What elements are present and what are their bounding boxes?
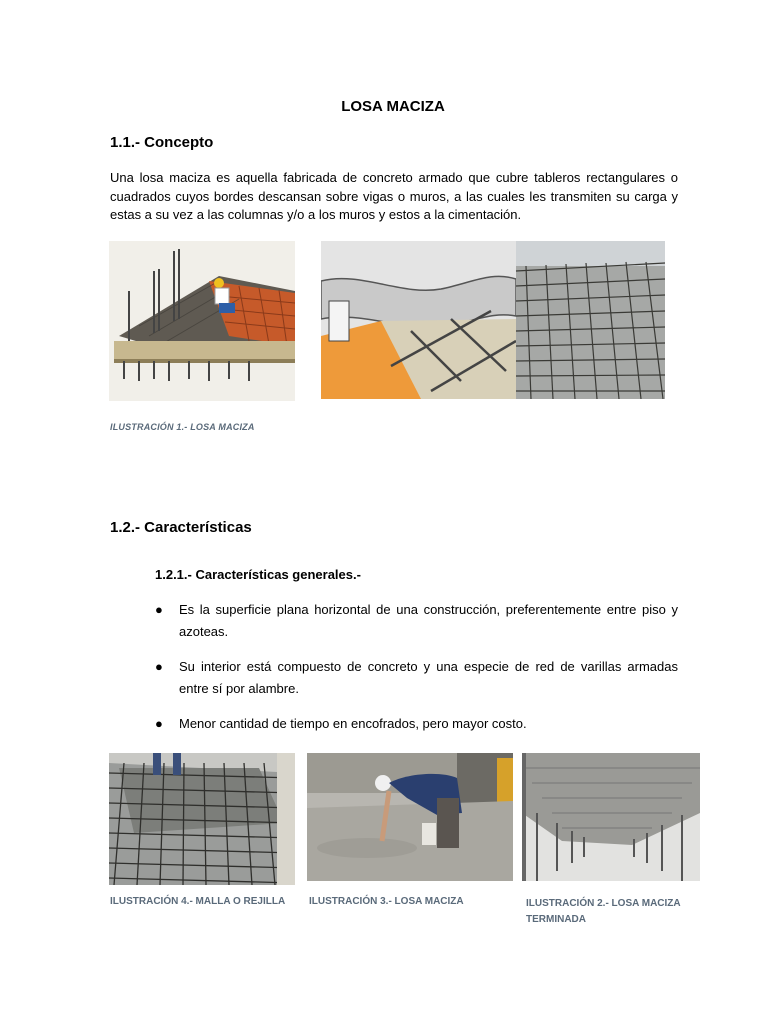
figure-caption-4: ILUSTRACIÓN 4.- MALLA O REJILLA bbox=[110, 896, 286, 907]
section-heading-concepto: 1.1.- Concepto bbox=[110, 134, 214, 151]
concepto-paragraph: Una losa maciza es aquella fabricada de concreto armado que cubre tableros rectangulares o cuadrados cuyos bordes descansan sobre vigas o muros, a las cuales les transmiten su carga y estas a su vez a las columnas y/o a los muros y estos a la cimentación. bbox=[110, 170, 678, 222]
figure-caption-1: ILUSTRACIÓN 1.- LOSA MACIZA bbox=[110, 422, 255, 432]
bullet-dot: ● bbox=[155, 716, 163, 731]
slab-section-and-mesh-illustration bbox=[321, 241, 665, 399]
rebar-mesh-photo bbox=[109, 753, 295, 885]
subsection-heading-caracteristicas-generales: 1.2.1.- Características generales.- bbox=[155, 567, 361, 582]
section-heading-caracteristicas: 1.2.- Características bbox=[110, 519, 252, 536]
document-title: LOSA MACIZA bbox=[341, 98, 445, 115]
finished-slab-photo bbox=[522, 753, 700, 881]
bullet-item-2 bbox=[155, 656, 678, 700]
bullet-text: Menor cantidad de tiempo en encofrados, pero mayor costo. bbox=[179, 716, 527, 731]
bullet-item-1 bbox=[155, 599, 678, 643]
slab-construction-illustration bbox=[109, 241, 295, 401]
worker-concrete-photo bbox=[307, 753, 513, 881]
bullet-item-3 bbox=[155, 713, 678, 735]
figure-caption-2: ILUSTRACIÓN 2.- LOSA MACIZA TERMINADA bbox=[526, 898, 681, 925]
bullet-dot: ● bbox=[155, 602, 163, 617]
bullet-text: Su interior está compuesto de concreto y una especie de red de varillas armadas entre sí por alambre. bbox=[179, 659, 678, 696]
figure-caption-3: ILUSTRACIÓN 3.- LOSA MACIZA bbox=[309, 896, 464, 907]
bullet-text: Es la superficie plana horizontal de una construcción, preferentemente entre piso y azoteas. bbox=[179, 602, 678, 639]
bullet-dot: ● bbox=[155, 659, 163, 674]
